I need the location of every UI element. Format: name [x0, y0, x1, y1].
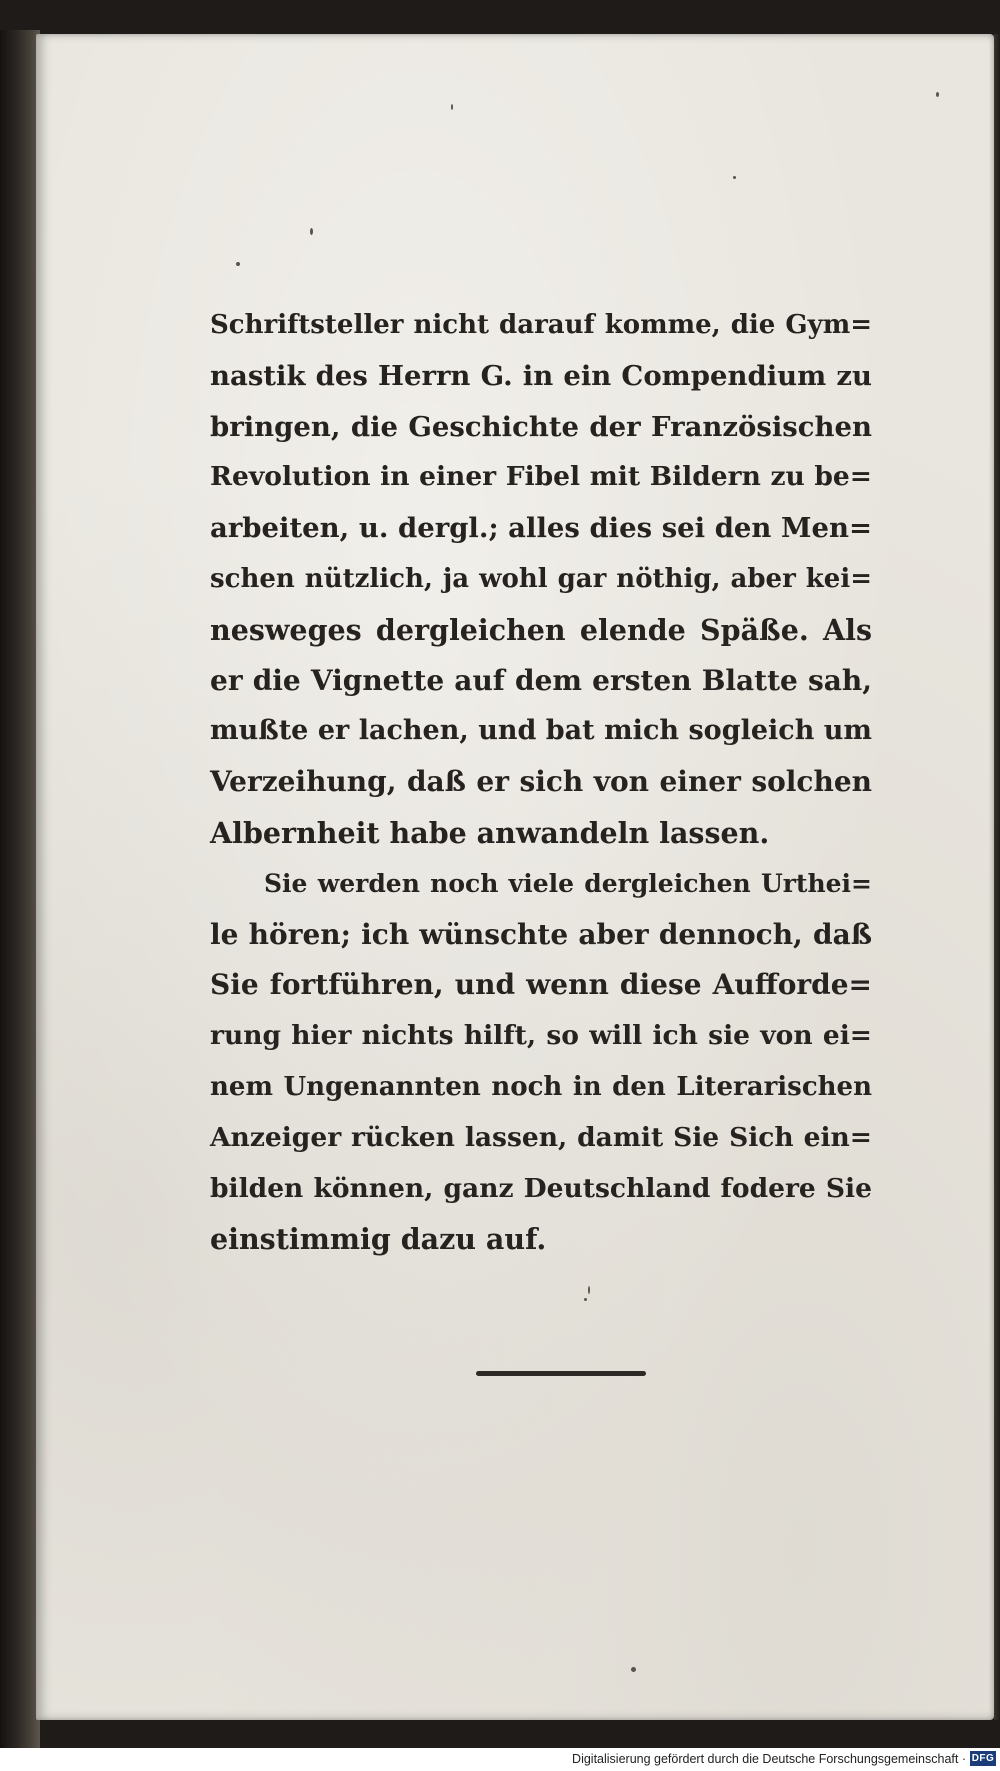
text-line: Schriftsteller nicht darauf komme, die Gym= [210, 310, 872, 340]
text-line: schen nützlich, ja wohl gar nöthig, aber kei= [210, 563, 872, 594]
paragraph-2 [210, 859, 872, 1265]
paper-speck [236, 262, 240, 266]
text-line: nesweges dergleichen elende Späße. Als [210, 612, 872, 647]
text-line: einstimmig dazu auf. [210, 1222, 547, 1257]
page-right-edge [994, 34, 1000, 1720]
text-line: mußte er lachen, und bat mich sogleich um [210, 715, 872, 747]
paper-speck [588, 1286, 590, 1294]
funding-credit: Digitalisierung gefördert durch die Deutsche Forschungsgemeinschaft · [572, 1752, 966, 1766]
text-line: Verzeihung, daß er sich von einer solchen [210, 765, 872, 799]
text-line: Sie werden noch viele dergleichen Urthei= [264, 868, 872, 898]
closing-rule-divider [476, 1371, 646, 1376]
text-line: bilden können, ganz Deutschland fodere Sie [210, 1172, 872, 1204]
text-line: Anzeiger rücken lassen, damit Sie Sich ein= [210, 1121, 872, 1153]
body-text [210, 300, 872, 1265]
paper-speck [631, 1667, 636, 1672]
paragraph-1 [210, 300, 872, 859]
text-line: Albernheit habe anwandeln lassen. [210, 815, 770, 850]
dfg-logo-icon: DFG [971, 1753, 995, 1764]
text-line: le hören; ich wünschte aber dennoch, daß [210, 917, 872, 951]
text-line: nem Ungenannten noch in den Literarischen [210, 1071, 872, 1102]
paper-speck [451, 104, 453, 110]
text-line: er die Vignette auf dem ersten Blatte sah, [210, 663, 872, 697]
paper-speck [584, 1298, 587, 1301]
book-binding-edge [0, 30, 40, 1750]
text-line: nastik des Herrn G. in ein Compendium zu [210, 359, 872, 392]
text-line: bringen, die Geschichte der Französischen [210, 410, 872, 443]
text-line: arbeiten, u. dergl.; alles dies sei den Men= [210, 512, 872, 545]
text-line: Sie fortführen, und wenn diese Aufforde= [210, 968, 872, 1002]
text-line: rung hier nichts hilft, so will ich sie von ei= [210, 1020, 872, 1052]
paper-speck [310, 228, 313, 235]
paper-speck [733, 176, 736, 179]
text-line: Revolution in einer Fibel mit Bildern zu be= [210, 461, 872, 493]
paper-speck [936, 92, 939, 97]
